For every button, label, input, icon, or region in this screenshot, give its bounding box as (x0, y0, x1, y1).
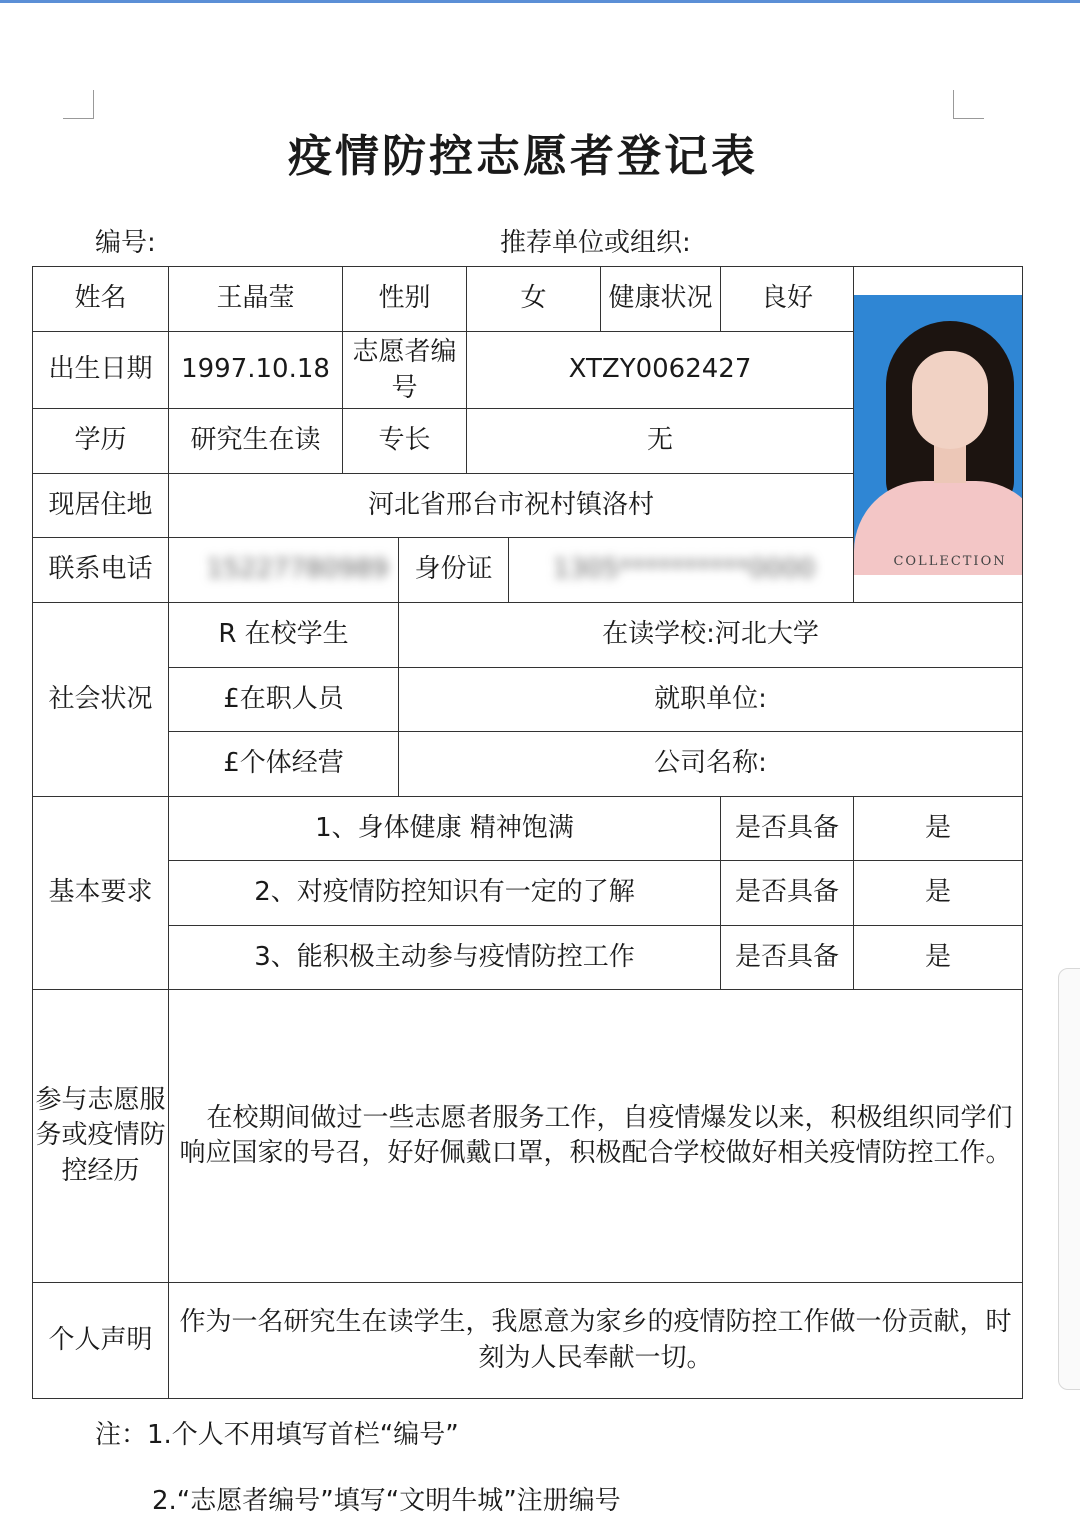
gender-label: 性别 (343, 267, 467, 332)
requirement-question: 是否具备 (721, 797, 854, 861)
requirement-answer: 是 (854, 926, 1023, 990)
phone-label: 联系电话 (33, 538, 169, 603)
name-value: 王晶莹 (169, 267, 343, 332)
note-2: 2.“志愿者编号”填写“文明牛城”注册编号 (152, 1486, 621, 1516)
id-number-redacted: 1305**********0000 (552, 554, 816, 585)
address-label: 现居住地 (33, 474, 169, 538)
requirement-item: 2、对疫情防控知识有一定的了解 (169, 861, 721, 926)
registration-table (32, 266, 1023, 1399)
phone-number-redacted: 15227780989 (206, 554, 389, 585)
specialty-value: 无 (467, 409, 854, 474)
address-value: 河北省邢台市祝村镇洛村 (169, 474, 854, 538)
requirement-answer: 是 (854, 797, 1023, 861)
declaration-label: 个人声明 (33, 1283, 169, 1399)
volunteer-no-label: 志愿者编号 (343, 332, 467, 409)
volunteer-no-value: XTZY0062427 (467, 332, 854, 409)
phone-value (169, 538, 399, 603)
shirt-text: COLLECTION (893, 553, 1007, 569)
specialty-label: 专长 (343, 409, 467, 474)
portrait-photo (854, 295, 1023, 575)
number-label: 编号: (95, 228, 156, 258)
health-value: 良好 (721, 267, 854, 332)
top-accent-bar (0, 0, 1080, 3)
requirement-item: 1、身体健康 精神饱满 (169, 797, 721, 861)
birth-value: 1997.10.18 (169, 332, 343, 409)
declaration-text: 作为一名研究生在读学生，我愿意为家乡的疫情防控工作做一份贡献，时刻为人民奉献一切。 (169, 1283, 1023, 1399)
health-label: 健康状况 (601, 267, 721, 332)
social-option: £在职人员 (169, 668, 399, 732)
social-detail: 在读学校:河北大学 (399, 603, 1023, 668)
requirement-answer: 是 (854, 861, 1023, 926)
social-detail: 公司名称: (399, 732, 1023, 797)
scroll-handle[interactable] (1058, 968, 1080, 1390)
id-value (509, 538, 854, 603)
experience-text: 在校期间做过一些志愿者服务工作，自疫情爆发以来，积极组织同学们响应国家的号召，好好佩戴口罩，积极配合学校做好相关疫情防控工作。 (169, 990, 1023, 1283)
photo-cell (854, 267, 1023, 603)
social-status-label: 社会状况 (33, 603, 169, 797)
name-label: 姓名 (33, 267, 169, 332)
birth-label: 出生日期 (33, 332, 169, 409)
page-corner-mark (63, 90, 94, 119)
gender-value: 女 (467, 267, 601, 332)
requirement-question: 是否具备 (721, 861, 854, 926)
experience-label: 参与志愿服务或疫情防控经历 (33, 990, 169, 1283)
requirement-question: 是否具备 (721, 926, 854, 990)
page-corner-mark (953, 90, 984, 119)
page-title: 疫情防控志愿者登记表 (288, 131, 758, 182)
social-option: R 在校学生 (169, 603, 399, 668)
social-detail: 就职单位: (399, 668, 1023, 732)
education-label: 学历 (33, 409, 169, 474)
id-label: 身份证 (399, 538, 509, 603)
education-value: 研究生在读 (169, 409, 343, 474)
requirement-item: 3、能积极主动参与疫情防控工作 (169, 926, 721, 990)
social-option: £个体经营 (169, 732, 399, 797)
note-1: 注：1.个人不用填写首栏“编号” (95, 1420, 459, 1450)
requirements-label: 基本要求 (33, 797, 169, 990)
org-label: 推荐单位或组织: (500, 228, 691, 258)
